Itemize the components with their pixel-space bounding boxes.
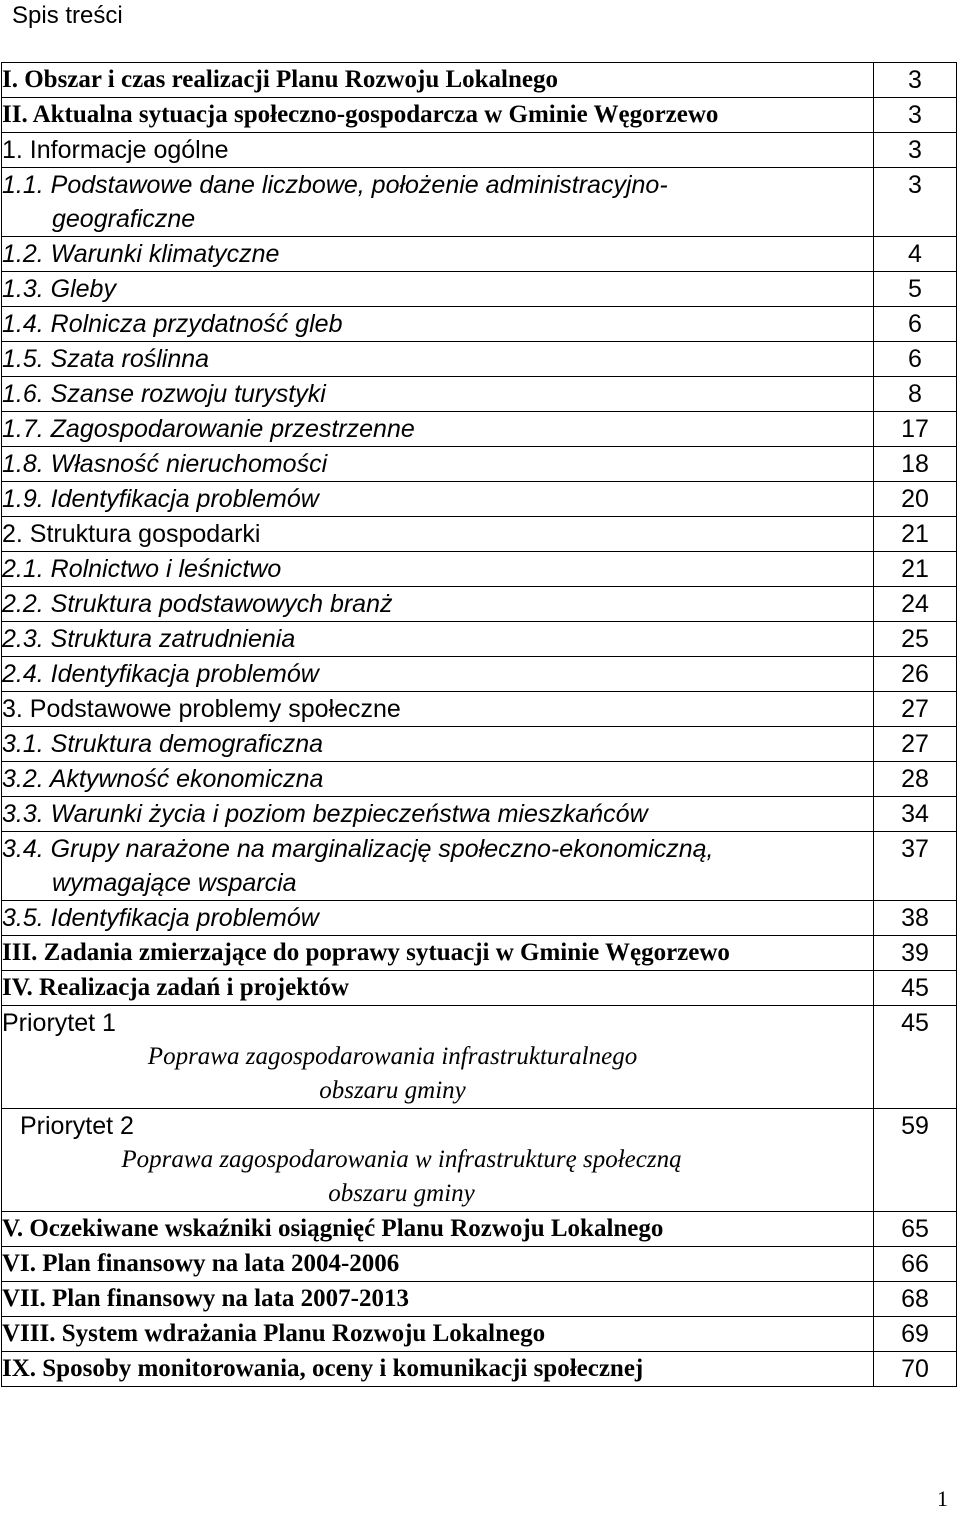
priority-description-cont: obszaru gminy [328,1180,475,1207]
toc-entry-label-cell [2,1247,874,1282]
toc-entry-label: VIII. System wdrażania Planu Rozwoju Lokalnego [2,1320,546,1347]
toc-entry-page: 27 [874,727,957,762]
priority-label: Priorytet 1 [2,1009,116,1037]
toc-entry-page: 24 [874,587,957,622]
toc-entry [2,727,957,762]
toc-entry-label-cell [2,692,874,727]
priority-description: Poprawa zagospodarowania infrastrukturalnego [147,1043,638,1070]
toc-entry-label: IX. Sposoby monitorowania, oceny i komunikacji społecznej [2,1355,644,1382]
priority-entry [2,1109,957,1212]
toc-entry-page: 8 [874,377,957,412]
toc-entry-label: 1.4. Rolnicza przydatność gleb [2,310,343,338]
toc-entry-label: V. Oczekiwane wskaźniki osiągnięć Planu Rozwoju Lokalnego [2,1215,664,1242]
toc-entry-label-cell [2,377,874,412]
toc-entry-label: 1.3. Gleby [2,275,116,303]
toc-entry-label: 1.1. Podstawowe dane liczbowe, położenie administracyjno- [2,171,668,199]
toc-entry-label: 1.5. Szata roślinna [2,345,210,373]
toc-entry [2,832,957,901]
toc-entry-label-cell [2,482,874,517]
toc-entry [2,63,957,98]
toc-entry-page: 66 [874,1247,957,1282]
toc-entry-page: 6 [874,307,957,342]
toc-entry [2,1247,957,1282]
toc-entry-label: 1. Informacje ogólne [2,136,229,164]
toc-entry-page: 70 [874,1352,957,1387]
toc-entry-label: 2.1. Rolnictwo i leśnictwo [2,555,282,583]
toc-entry-page: 26 [874,657,957,692]
toc-entry-page: 17 [874,412,957,447]
toc-entry [2,1282,957,1317]
toc-entry-label: 2.4. Identyfikacja problemów [2,660,319,688]
page-title: Spis treści [12,2,123,29]
priority-label-cell [2,1006,874,1109]
toc-entry [2,1317,957,1352]
toc-entry [2,482,957,517]
toc-entry [2,447,957,482]
priority-page: 45 [874,1006,957,1109]
toc-entry-label-cell [2,98,874,133]
toc-entry-label-cell [2,517,874,552]
toc-entry [2,762,957,797]
toc-entry [2,1352,957,1387]
toc-entry-label-cell [2,1352,874,1387]
toc-entry [2,377,957,412]
toc-entry-page: 3 [874,168,957,237]
toc-entry-label-cell [2,762,874,797]
toc-entry-label-cell [2,133,874,168]
toc-entry-label: 3.5. Identyfikacja problemów [2,904,319,932]
toc-entry-label-cell [2,168,874,237]
toc-entry-label: 1.9. Identyfikacja problemów [2,485,319,513]
toc-entry-label-continuation: geograficzne [52,205,196,233]
toc-entry [2,412,957,447]
priority-description-cont: obszaru gminy [319,1077,466,1104]
toc-entry-label-cell [2,1212,874,1247]
priority-description: Poprawa zagospodarowania w infrastrukturę społeczną [121,1146,682,1173]
toc-entry-page: 45 [874,971,957,1006]
toc-entry [2,342,957,377]
toc-entry [2,307,957,342]
toc-entry-page: 25 [874,622,957,657]
toc-entry [2,657,957,692]
toc-entry-label: 3.1. Struktura demograficzna [2,730,323,758]
toc-entry-label-cell [2,237,874,272]
toc-entry-page: 28 [874,762,957,797]
toc-entry-label-continuation: wymagające wsparcia [52,869,297,897]
toc-entry-label: 1.8. Własność nieruchomości [2,450,328,478]
toc-entry [2,98,957,133]
toc-entry-label-cell [2,1317,874,1352]
toc-entry-page: 39 [874,936,957,971]
toc-entry-page: 3 [874,63,957,98]
toc-entry-label: 1.2. Warunki klimatyczne [2,240,280,268]
toc-entry-label: 3. Podstawowe problemy społeczne [2,695,401,723]
toc-entry-label: 1.7. Zagospodarowanie przestrzenne [2,415,415,443]
toc-body [2,63,957,1387]
priority-entry [2,1006,957,1109]
toc-entry-page: 37 [874,832,957,901]
toc-entry [2,901,957,936]
toc-entry-label-cell [2,622,874,657]
toc-entry-label-cell [2,447,874,482]
toc-entry-label: III. Zadania zmierzające do poprawy sytuacji w Gminie Węgorzewo [2,939,730,966]
toc-entry [2,692,957,727]
toc-entry-page: 3 [874,133,957,168]
toc-entry-page: 20 [874,482,957,517]
toc-entry [2,1212,957,1247]
priority-label-cell [2,1109,874,1212]
toc-entry-label: 3.4. Grupy narażone na marginalizację społeczno-ekonomiczną, [2,835,714,863]
toc-entry-label-cell [2,657,874,692]
toc-entry-page: 5 [874,272,957,307]
toc-entry-label-cell [2,901,874,936]
page-number: 1 [937,1486,948,1511]
toc-entry-page: 38 [874,901,957,936]
toc-entry [2,936,957,971]
toc-entry [2,797,957,832]
toc-entry-label: 2. Struktura gospodarki [2,520,261,548]
toc-entry [2,517,957,552]
toc-entry-page: 21 [874,517,957,552]
toc-entry-label-cell [2,1282,874,1317]
toc-entry-label: 3.3. Warunki życia i poziom bezpieczeństwa mieszkańców [2,800,648,828]
toc-entry [2,587,957,622]
toc-entry-label: VI. Plan finansowy na lata 2004-2006 [2,1250,400,1277]
toc-entry-page: 69 [874,1317,957,1352]
toc-entry-label-cell [2,936,874,971]
toc-entry-label: VII. Plan finansowy na lata 2007-2013 [2,1285,409,1312]
toc-entry-label: 2.3. Struktura zatrudnienia [2,625,296,653]
toc-entry [2,622,957,657]
toc-entry-label-cell [2,587,874,622]
toc-entry-label-cell [2,272,874,307]
toc-entry-label-cell [2,307,874,342]
toc-entry-label-cell [2,832,874,901]
toc-entry-page: 68 [874,1282,957,1317]
priority-page: 59 [874,1109,957,1212]
toc-entry-page: 3 [874,98,957,133]
toc-entry [2,237,957,272]
toc-entry-label: IV. Realizacja zadań i projektów [2,974,349,1001]
toc-entry [2,133,957,168]
toc-entry-page: 27 [874,692,957,727]
toc-entry-page: 65 [874,1212,957,1247]
toc-entry-label: 1.6. Szanse rozwoju turystyki [2,380,326,408]
toc-entry-label-cell [2,971,874,1006]
toc-entry-page: 21 [874,552,957,587]
toc-entry-label: I. Obszar i czas realizacji Planu Rozwoju Lokalnego [2,66,558,93]
toc-entry-label-cell [2,797,874,832]
toc-entry [2,552,957,587]
toc-entry-page: 34 [874,797,957,832]
toc-entry-label-cell [2,552,874,587]
toc-entry-page: 4 [874,237,957,272]
toc-entry [2,272,957,307]
toc-entry-label-cell [2,342,874,377]
toc-entry-label: 3.2. Aktywność ekonomiczna [2,765,324,793]
priority-label: Priorytet 2 [20,1112,134,1140]
toc-entry [2,168,957,237]
toc-entry-label-cell [2,63,874,98]
toc-entry-label-cell [2,727,874,762]
toc-entry-page: 6 [874,342,957,377]
toc-entry [2,971,957,1006]
toc-entry-page: 18 [874,447,957,482]
toc-entry-label-cell [2,412,874,447]
table-of-contents [1,62,957,1387]
toc-entry-label: 2.2. Struktura podstawowych branż [2,590,393,618]
toc-entry-label: II. Aktualna sytuacja społeczno-gospodarcza w Gminie Węgorzewo [2,101,719,128]
